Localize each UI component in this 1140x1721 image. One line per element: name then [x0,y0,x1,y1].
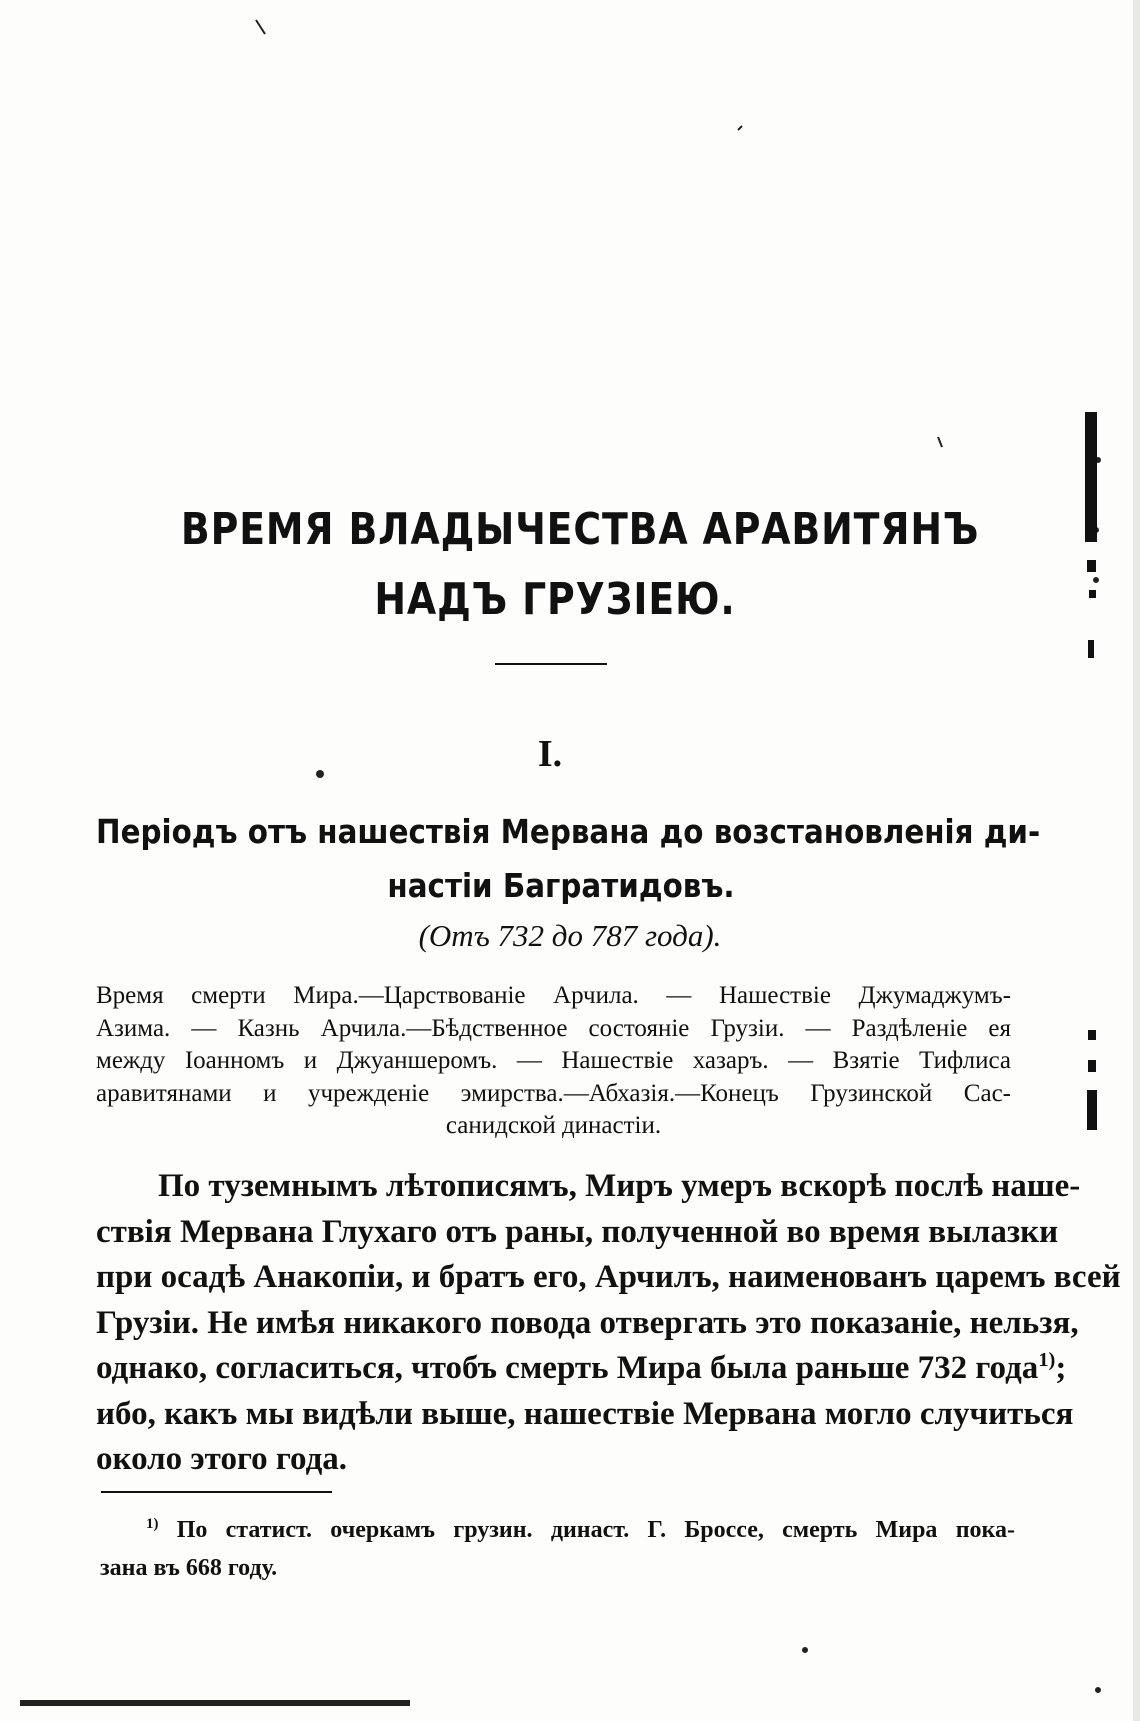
footnote-divider [101,1491,332,1493]
body-line: около этого года. [96,1441,348,1477]
body-line: Грузiи. Не имѣя никакого повода отвергать это показанiе, нельзя, [96,1304,1079,1341]
summary-line: санидской династiи. [445,1112,662,1139]
summary-line: аравитянами и учрежденiе эмирства.—Абхазiя.—Конецъ Грузинской Сас- [96,1079,1011,1107]
body-line: По туземнымъ лѣтописямъ, Миръ умеръ вскорѣ послѣ наше- [158,1168,1081,1204]
section-dates: (Отъ 732 до 787 года). [418,918,722,953]
summary-line: Время смерти Мира.—Царствованiе Арчила. — Нашествiе Джумаджумъ- [96,982,1011,1009]
section-title [96,805,1041,913]
body-line-tail: ; [1055,1350,1067,1386]
summary-line: между Iоанномъ и Джуаншеромъ. — Нашествiе хазаръ. — Взятiе Тифлиса [96,1047,1011,1074]
body-line: ствiя Мервана Глухаго отъ раны, полученной во время вылазки [96,1213,1059,1250]
section-title-line-1: Перiодъ отъ нашествiя Мервана до возстановленiя ди- [96,812,1041,851]
footnote-line-1 [100,1511,1015,1549]
footnote [100,1511,1015,1587]
body-line-with-footnote [96,1346,1067,1392]
section-number: I. [537,733,563,775]
body-line: ибо, какъ мы видѣли выше, нашествiе Мервана могло случиться [96,1395,1074,1432]
chapter-summary [96,980,1011,1143]
body-line: однако, согласиться, чтобъ смерть Мира была раньше 732 года [96,1350,1039,1386]
body-paragraph [96,1164,1121,1483]
chapter-title-line-1: ВРЕМЯ ВЛАДЫЧЕСТВА АРАВИТЯНЪ [180,504,980,555]
chapter-title-line-2: НАДЪ ГРУЗIЕЮ. [374,574,736,625]
section-title-line-2: настiи Багратидовъ. [387,866,735,905]
chapter-title [180,495,980,635]
title-divider [495,663,607,665]
footnote-line-2: зана въ 668 году. [100,1555,278,1581]
summary-line: Азима. — Казнь Арчила.—Бѣдственное состоянiе Грузiи. — Раздѣленiе ея [96,1014,1011,1042]
footnote-marker: 1) [146,1516,159,1532]
body-line: при осадѣ Анакопiи, и братъ его, Арчилъ, наименованъ царемъ всей [96,1259,1121,1295]
footnote-reference[interactable]: 1) [1038,1349,1056,1371]
footnote-text: По статист. очеркамъ грузин. династ. Г. Броссе, смерть Мира пока- [176,1517,1015,1543]
